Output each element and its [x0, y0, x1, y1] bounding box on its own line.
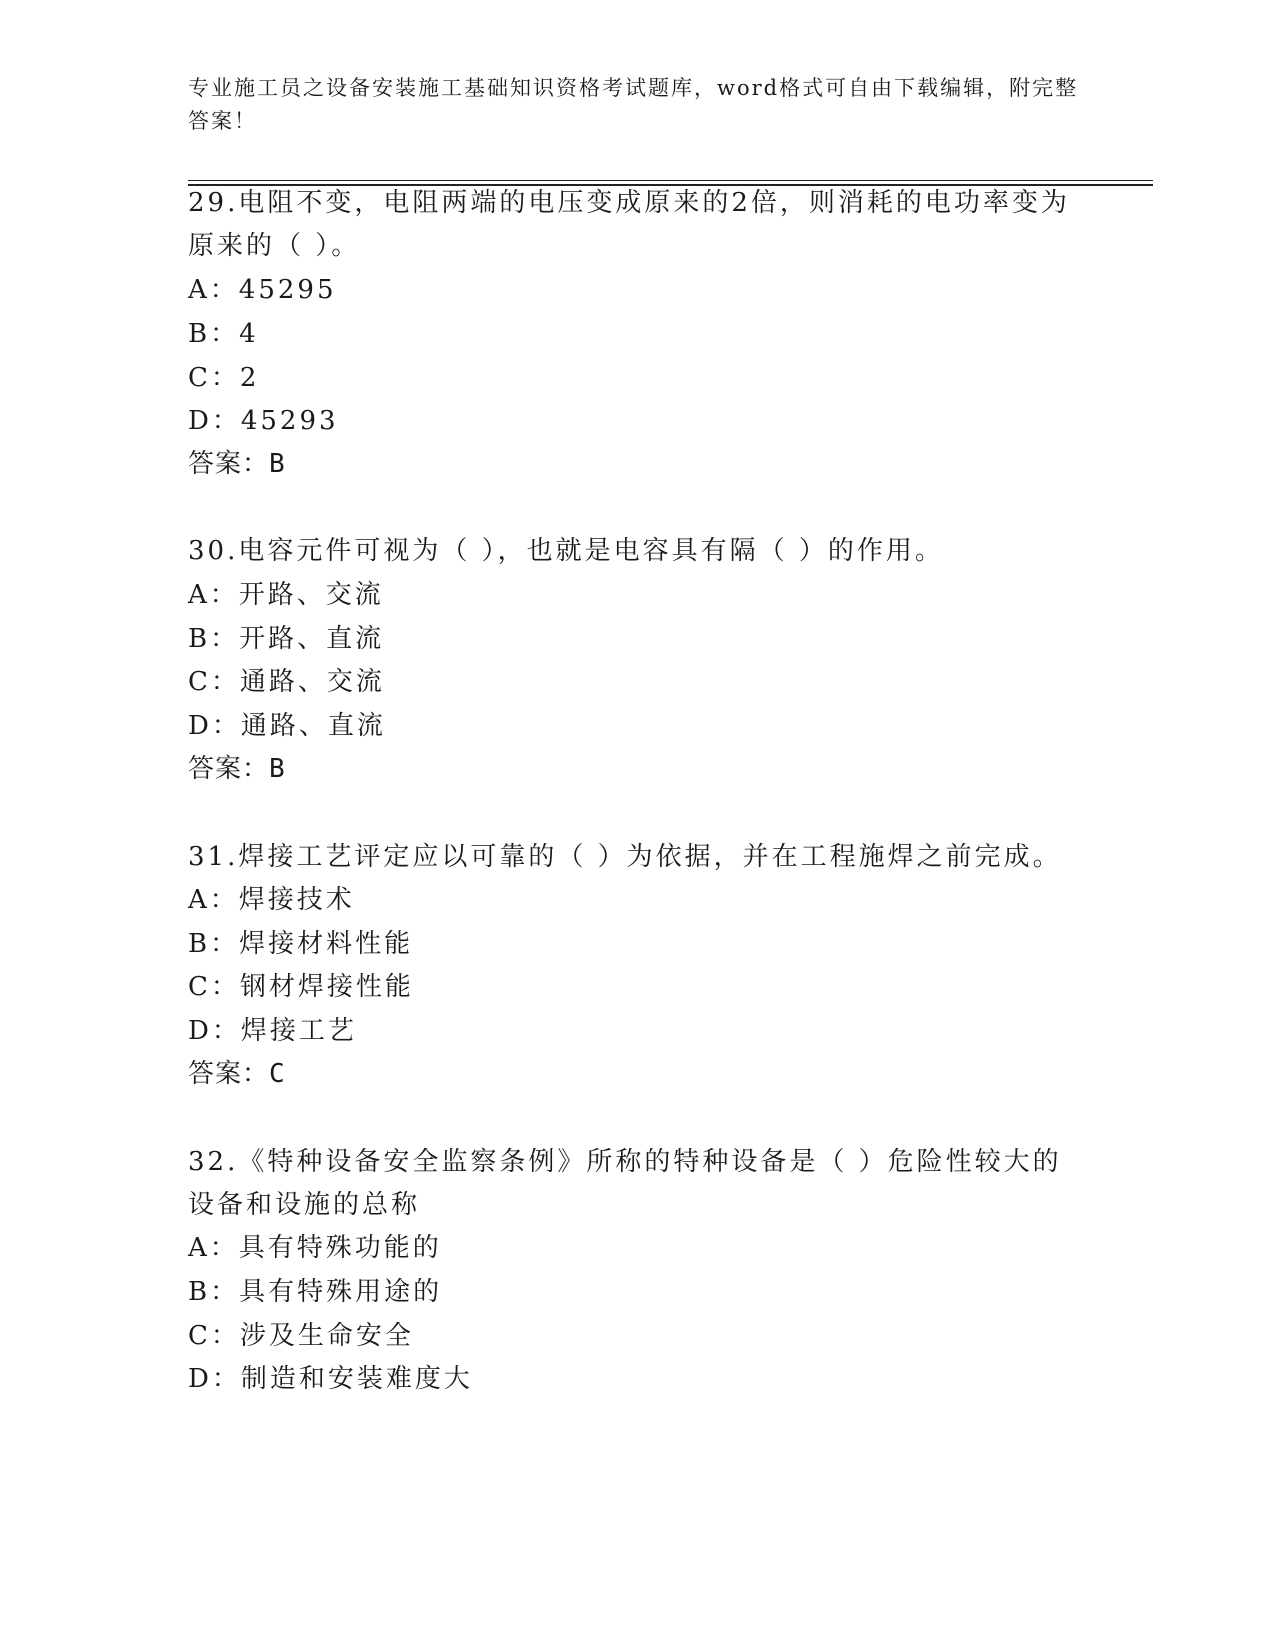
question-31-answer: 答案：C: [188, 1059, 286, 1089]
question-30-option-b: B：开路、直流: [188, 624, 385, 654]
question-29-option-b: B：4: [188, 319, 259, 349]
question-31-option-a: A：焊接技术: [188, 885, 355, 915]
question-29-option-c: C：2: [188, 363, 260, 393]
question-32-option-a: A：具有特殊功能的: [188, 1233, 442, 1263]
question-31-option-c: C：钢材焊接性能: [188, 972, 414, 1002]
question-32-option-c: C：涉及生命安全: [188, 1321, 414, 1351]
question-29-stem-line1: 29.电阻不变，电阻两端的电压变成原来的2倍，则消耗的电功率变为: [188, 188, 1070, 218]
question-29-stem-line2: 原来的（ ）。: [188, 231, 361, 261]
question-32-stem-line1: 32.《特种设备安全监察条例》所称的特种设备是（ ）危险性较大的: [188, 1147, 1062, 1177]
question-30-option-a: A：开路、交流: [188, 580, 384, 610]
question-29-answer: 答案：B: [188, 449, 286, 479]
header-divider-thick: [188, 184, 1153, 186]
question-31-option-d: D：焊接工艺: [188, 1016, 357, 1046]
question-31-option-b: B：焊接材料性能: [188, 929, 414, 959]
question-32-stem-line2: 设备和设施的总称: [188, 1190, 421, 1220]
question-32-option-d: D：制造和安装难度大: [188, 1364, 473, 1394]
document-header: 专业施工员之设备安装施工基础知识资格考试题库，word格式可自由下载编辑，附完整答案！: [188, 76, 1079, 133]
question-32-option-b: B：具有特殊用途的: [188, 1277, 443, 1307]
question-30-answer: 答案：B: [188, 754, 286, 784]
question-30-option-d: D：通路、直流: [188, 711, 386, 741]
question-30-option-c: C：通路、交流: [188, 667, 385, 697]
question-31-stem-line1: 31.焊接工艺评定应以可靠的（ ）为依据，并在工程施焊之前完成。: [188, 842, 1062, 872]
header-divider-thin: [188, 180, 1153, 181]
question-29-option-a: A：45295: [188, 275, 337, 305]
question-30-stem-line1: 30.电容元件可视为（ ），也就是电容具有隔（ ）的作用。: [188, 536, 944, 566]
question-29-option-d: D：45293: [188, 406, 339, 436]
